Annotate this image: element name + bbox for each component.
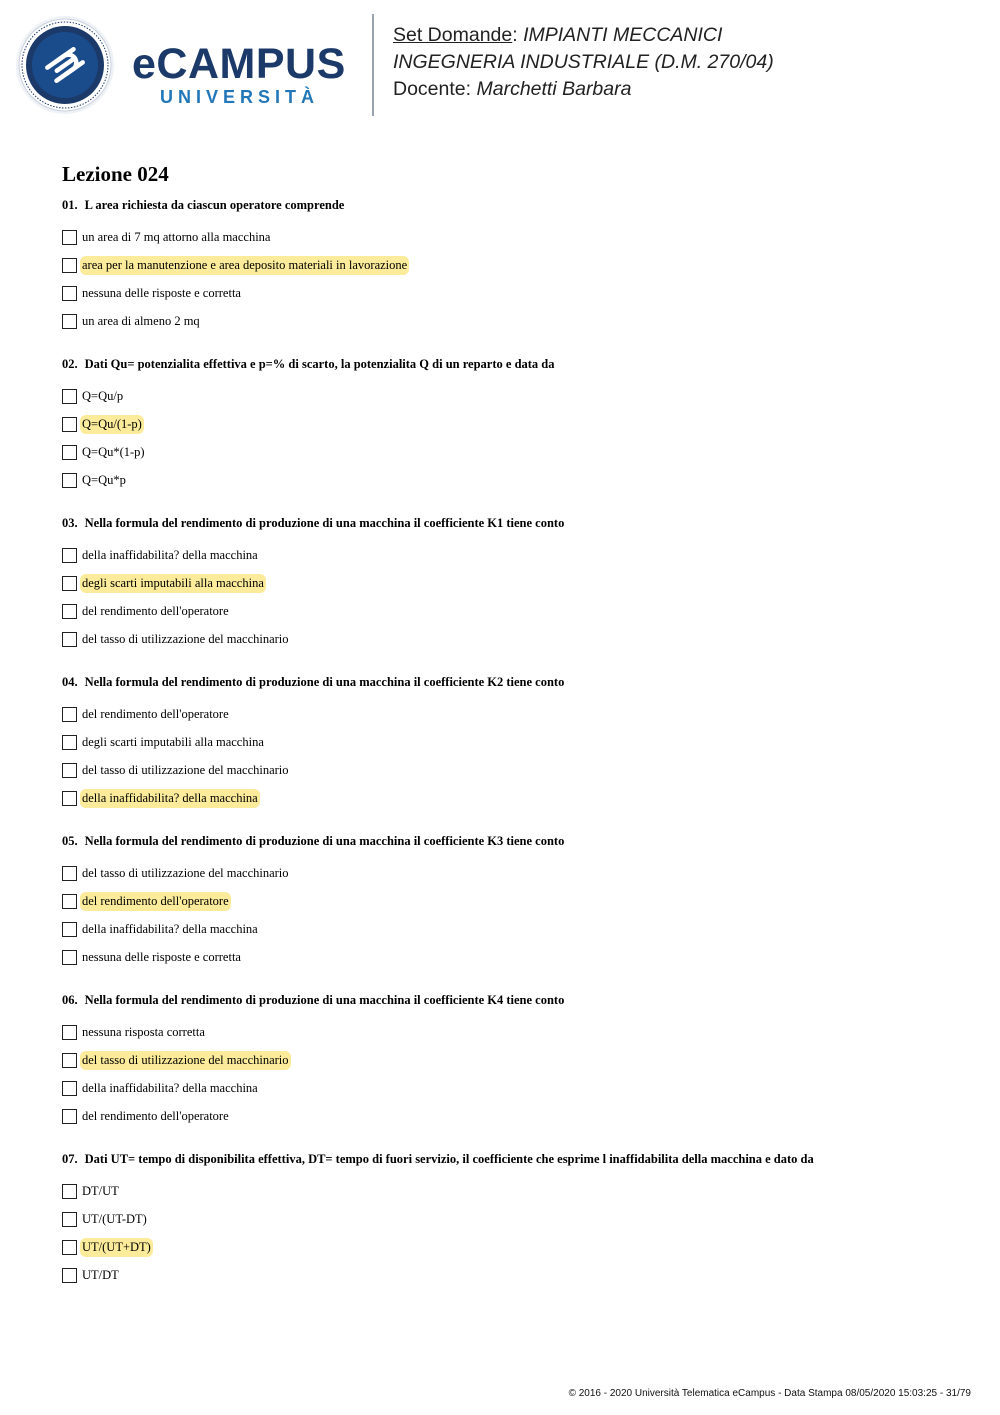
answer-checkbox[interactable] <box>62 1184 77 1199</box>
answer-checkbox[interactable] <box>62 632 77 647</box>
logo-brand-text: eCAMPUS <box>132 40 346 88</box>
answer-option[interactable] <box>62 1074 962 1102</box>
answer-label-highlighted: della inaffidabilita? della macchina <box>80 789 260 808</box>
answer-option[interactable] <box>62 279 962 307</box>
answer-checkbox[interactable] <box>62 894 77 909</box>
set-value: IMPIANTI MECCANICI <box>523 24 723 46</box>
set-label: Set Domande <box>393 24 513 46</box>
answer-option[interactable] <box>62 597 962 625</box>
teacher-name: Marchetti Barbara <box>476 78 632 100</box>
answer-checkbox[interactable] <box>62 258 77 273</box>
question-label: Nella formula del rendimento di produzione di una macchina il coefficiente K1 tiene conto <box>84 516 565 530</box>
question-number: 03. <box>62 516 78 530</box>
answer-label-highlighted: area per la manutenzione e area deposito materiali in lavorazione <box>80 256 409 275</box>
answer-checkbox[interactable] <box>62 950 77 965</box>
question-text <box>62 833 962 849</box>
answer-label-highlighted: degli scarti imputabili alla macchina <box>80 574 266 593</box>
answer-checkbox[interactable] <box>62 1053 77 1068</box>
answer-option[interactable] <box>62 887 962 915</box>
teacher-line <box>393 76 774 103</box>
answer-label: UT/(UT-DT) <box>82 1211 147 1226</box>
answer-label: del tasso di utilizzazione del macchinario <box>82 631 289 646</box>
course-name: INGEGNERIA INDUSTRIALE (D.M. 270/04) <box>393 51 774 73</box>
question-number: 01. <box>62 198 78 212</box>
answer-option[interactable] <box>62 915 962 943</box>
answer-option[interactable] <box>62 943 962 971</box>
answer-label: del rendimento dell'operatore <box>82 1108 229 1123</box>
answer-label: del tasso di utilizzazione del macchinario <box>82 762 289 777</box>
answer-label-highlighted: del rendimento dell'operatore <box>80 892 231 911</box>
question-number: 04. <box>62 675 78 689</box>
question-02 <box>62 356 962 494</box>
answer-checkbox[interactable] <box>62 604 77 619</box>
answer-option[interactable] <box>62 1018 962 1046</box>
answer-label: nessuna risposta corretta <box>82 1024 205 1039</box>
seal-icon <box>15 15 115 115</box>
answer-label: DT/UT <box>82 1183 119 1198</box>
answer-checkbox[interactable] <box>62 548 77 563</box>
header-divider <box>372 14 374 116</box>
question-label: Nella formula del rendimento di produzione di una macchina il coefficiente K3 tiene conto <box>84 834 565 848</box>
answer-checkbox[interactable] <box>62 576 77 591</box>
question-label: Dati Qu= potenzialita effettiva e p=% di scarto, la potenzialita Q di un reparto e data da <box>84 357 555 371</box>
question-04 <box>62 674 962 812</box>
answer-label: del tasso di utilizzazione del macchinario <box>82 865 289 880</box>
answer-option[interactable] <box>62 251 962 279</box>
answer-checkbox[interactable] <box>62 866 77 881</box>
answer-option[interactable] <box>62 466 962 494</box>
answer-label-highlighted: Q=Qu/(1-p) <box>80 415 144 434</box>
answer-label: nessuna delle risposte e corretta <box>82 949 241 964</box>
question-07 <box>62 1151 962 1289</box>
lesson-title: Lezione 024 <box>62 162 169 186</box>
question-label: L area richiesta da ciascun operatore comprende <box>84 198 345 212</box>
answer-option[interactable] <box>62 1233 962 1261</box>
answer-label-highlighted: del tasso di utilizzazione del macchinario <box>80 1051 291 1070</box>
answer-option[interactable] <box>62 438 962 466</box>
answer-option[interactable] <box>62 756 962 784</box>
answer-label-highlighted: UT/(UT+DT) <box>80 1238 153 1257</box>
question-text <box>62 197 962 213</box>
question-text <box>62 515 962 531</box>
answer-label: nessuna delle risposte e corretta <box>82 285 241 300</box>
answer-label: del rendimento dell'operatore <box>82 603 229 618</box>
ecampus-seal-logo <box>15 15 115 115</box>
question-text <box>62 1151 962 1167</box>
answer-checkbox[interactable] <box>62 230 77 245</box>
answer-label: degli scarti imputabili alla macchina <box>82 734 264 749</box>
answer-checkbox[interactable] <box>62 1025 77 1040</box>
answer-option[interactable] <box>62 784 962 812</box>
teacher-label: Docente: <box>393 78 472 100</box>
answer-option[interactable] <box>62 569 962 597</box>
ecampus-wordmark-logo <box>132 40 357 112</box>
answer-option[interactable] <box>62 1102 962 1130</box>
answer-checkbox[interactable] <box>62 1268 77 1283</box>
answer-option[interactable] <box>62 223 962 251</box>
answer-option[interactable] <box>62 382 962 410</box>
answer-label: della inaffidabilita? della macchina <box>82 547 258 562</box>
question-06 <box>62 992 962 1130</box>
answer-label: del rendimento dell'operatore <box>82 706 229 721</box>
answer-checkbox[interactable] <box>62 286 77 301</box>
answer-checkbox[interactable] <box>62 314 77 329</box>
header-info <box>393 22 774 103</box>
answer-label: un area di almeno 2 mq <box>82 313 200 328</box>
course-line <box>393 49 774 76</box>
question-05 <box>62 833 962 971</box>
set-line <box>393 22 774 49</box>
answer-option[interactable] <box>62 700 962 728</box>
answer-checkbox[interactable] <box>62 417 77 432</box>
question-number: 02. <box>62 357 78 371</box>
answer-option[interactable] <box>62 1261 962 1289</box>
answer-checkbox[interactable] <box>62 473 77 488</box>
answer-label: UT/DT <box>82 1267 119 1282</box>
answer-option[interactable] <box>62 410 962 438</box>
answer-label: Q=Qu/p <box>82 388 124 403</box>
answer-label: Q=Qu*(1-p) <box>82 444 145 459</box>
question-list <box>62 197 962 1310</box>
answer-option[interactable] <box>62 625 962 653</box>
question-label: Nella formula del rendimento di produzione di una macchina il coefficiente K2 tiene conto <box>84 675 565 689</box>
answer-checkbox[interactable] <box>62 763 77 778</box>
question-label: Dati UT= tempo di disponibilita effettiva, DT= tempo di fuori servizio, il coefficiente che esprime l inaffidabilita della macchina e dato da <box>84 1152 814 1166</box>
answer-checkbox[interactable] <box>62 389 77 404</box>
answer-label: Q=Qu*p <box>82 472 126 487</box>
answer-checkbox[interactable] <box>62 707 77 722</box>
answer-checkbox[interactable] <box>62 445 77 460</box>
question-text <box>62 674 962 690</box>
answer-option[interactable] <box>62 1205 962 1233</box>
logo-sub-text: UNIVERSITÀ <box>160 87 320 107</box>
question-text <box>62 356 962 372</box>
question-number: 05. <box>62 834 78 848</box>
answer-checkbox[interactable] <box>62 1109 77 1124</box>
question-number: 06. <box>62 993 78 1007</box>
answer-option[interactable] <box>62 1046 962 1074</box>
set-separator: : <box>512 24 518 46</box>
page-footer: © 2016 - 2020 Università Telematica eCampus - Data Stampa 08/05/2020 15:03:25 - 31/79 <box>568 1388 971 1399</box>
answer-label: della inaffidabilita? della macchina <box>82 1080 258 1095</box>
answer-option[interactable] <box>62 307 962 335</box>
answer-label: un area di 7 mq attorno alla macchina <box>82 229 271 244</box>
question-text <box>62 992 962 1008</box>
answer-checkbox[interactable] <box>62 1212 77 1227</box>
question-number: 07. <box>62 1152 78 1166</box>
answer-option[interactable] <box>62 1177 962 1205</box>
answer-checkbox[interactable] <box>62 922 77 937</box>
answer-option[interactable] <box>62 541 962 569</box>
question-03 <box>62 515 962 653</box>
answer-checkbox[interactable] <box>62 735 77 750</box>
question-01 <box>62 197 962 335</box>
question-label: Nella formula del rendimento di produzione di una macchina il coefficiente K4 tiene conto <box>84 993 565 1007</box>
answer-label: della inaffidabilita? della macchina <box>82 921 258 936</box>
answer-checkbox[interactable] <box>62 1081 77 1096</box>
answer-checkbox[interactable] <box>62 1240 77 1255</box>
answer-option[interactable] <box>62 728 962 756</box>
answer-checkbox[interactable] <box>62 791 77 806</box>
answer-option[interactable] <box>62 859 962 887</box>
